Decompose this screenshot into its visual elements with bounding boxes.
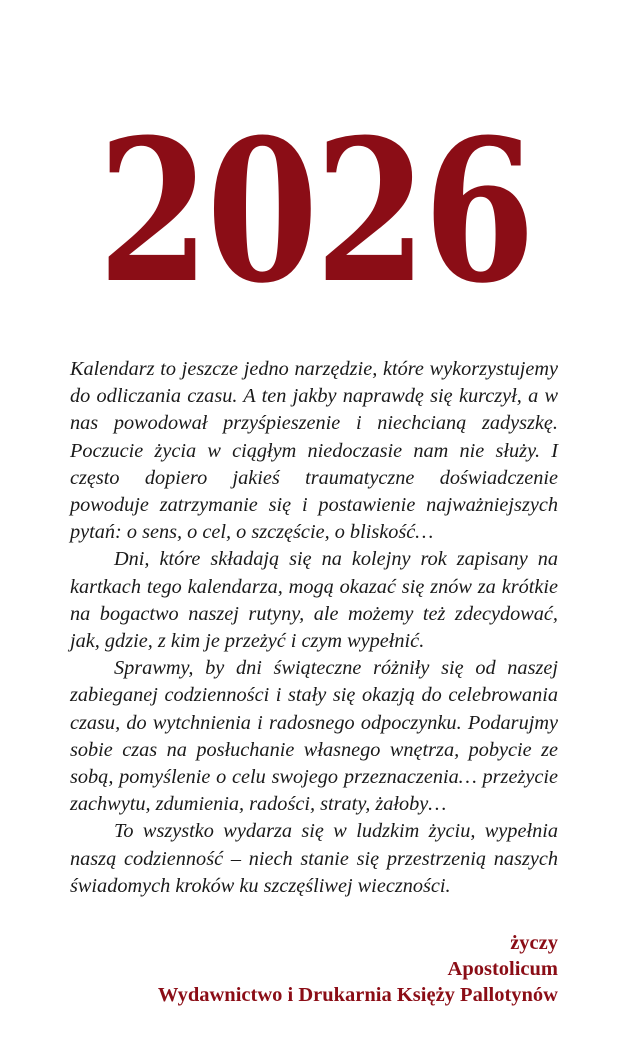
signature-wishes: życzy [510, 932, 558, 954]
year-title: 2026 [97, 97, 533, 327]
signature-press: Wydawnictwo i Drukarnia Księży Pallotynów [157, 984, 558, 1006]
signature-block [158, 930, 558, 1008]
paragraph-1: Kalendarz to jeszcze jedno narzędzie, które wykorzystujemy do odliczania czasu. A ten jakby naprawdę się kurczył, a w nas powodował przyśpieszenie i niechcianą zadyszkę. Poczucie życia w ciągłym niedoczasie nam nie służy. I często dopiero jakieś traumatyczne doświadczenie powoduje zatrzymanie się i postawienie najważniejszych pytań: o sens, o cel, o szczęście, o bliskość… [70, 358, 558, 544]
greeting-text [70, 356, 558, 900]
paragraph-2: Dni, które składają się na kolejny rok zapisany na kartkach tego kalendarza, mogą okazać się znów za krótkie na bogactwo naszej rutyny, ale możemy też zdecydować, jak, gdzie, z kim je przeżyć i czym wypełnić. [70, 548, 558, 653]
paragraph-4: To wszystko wydarza się w ludzkim życiu, wypełnia naszą codzienność – niech stanie się przestrzenią naszych świadomych kroków ku szczęśliwej wieczności. [70, 820, 558, 897]
signature-publisher: Apostolicum [447, 958, 558, 980]
paragraph-3: Sprawmy, by dni świąteczne różniły się od naszej zabieganej codzienności i stały się okazją do celebrowania czasu, do wytchnienia i radosnego odpoczynku. Podarujmy sobie czas na posłuchanie własnego wnętrza, pobycie ze sobą, pomyślenie o celu swojego przeznaczenia… przeżycie zachwytu, zdumienia, radości, straty, żałoby… [70, 657, 558, 816]
